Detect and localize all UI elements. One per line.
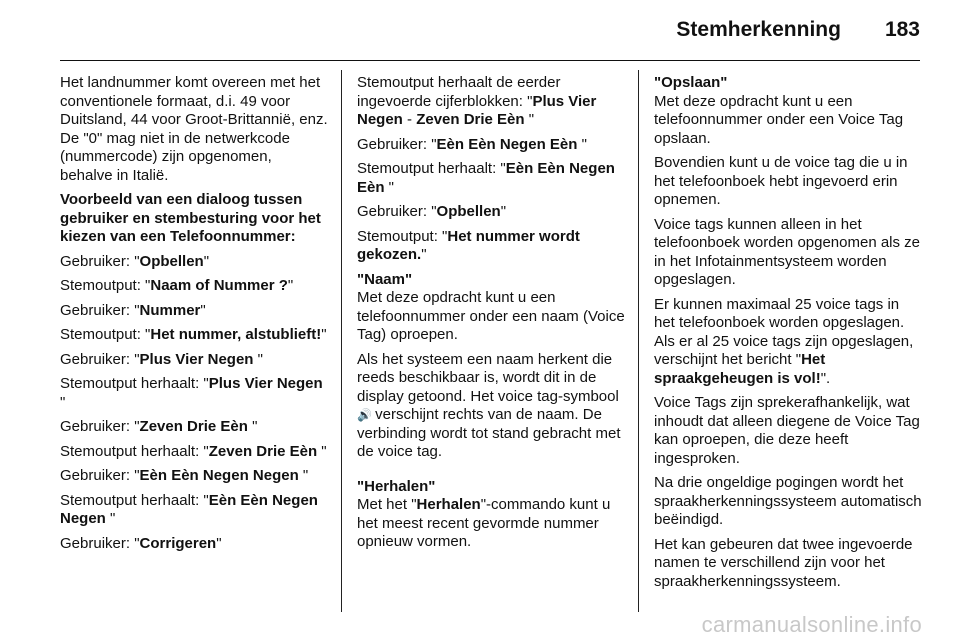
dialog-line: Stemoutput herhaalt: "Eèn Eèn Negen Negen " (60, 491, 318, 527)
section-title: Stemherkenning (676, 18, 841, 41)
paragraph: Als het systeem een naam herkent die reeds beschikbaar is, wordt dit in de display getoond. Het voice tag-symbool 🔊 verschijnt rechts van de naam. De verbinding wordt tot stand gebracht met de voice tag. (357, 350, 621, 460)
dialog-line: Stemoutput herhaalt: "Eèn Eèn Negen Eèn " (357, 160, 615, 196)
paragraph: Bovendien kunt u de voice tag die u in het telefoonboek hebt ingevoerd erin opnemen. (654, 154, 908, 208)
herhalen-title: "Herhalen" (357, 477, 436, 495)
dialog-heading: Voorbeeld van een dialoog tussen gebruiker en stembesturing voor het kiezen van een Telefoonnummer: (60, 191, 321, 245)
voice-tag-icon: 🔊 (357, 408, 372, 422)
dialog-line: Gebruiker: "Opbellen" (60, 252, 210, 270)
opslaan-title: "Opslaan" (654, 74, 728, 91)
dialog-line: Stemoutput herhaalt: "Zeven Drie Eèn " (60, 442, 327, 460)
dialog-line: Stemoutput herhaalt de eerder ingevoerde cijferblokken: "Plus Vier Negen - Zeven Drie Eèn " (357, 74, 597, 128)
dialog-line: Stemoutput herhaalt: "Plus Vier Negen " (60, 375, 323, 411)
column-right (654, 74, 924, 597)
page-header (676, 18, 920, 42)
dialog-line: Gebruiker: "Eèn Eèn Negen Eèn " (357, 135, 587, 153)
paragraph: Na drie ongeldige pogingen wordt het spraakherkenningssysteem automatisch beëindigd. (654, 474, 922, 528)
column-divider (341, 70, 342, 612)
naam-title: "Naam" (357, 270, 413, 288)
dialog-line: Gebruiker: "Zeven Drie Eèn " (60, 418, 258, 435)
paragraph: Het kan gebeuren dat twee ingevoerde namen te verschillend zijn voor het spraakherkenningssysteem. (654, 535, 913, 590)
dialog-line: Gebruiker: "Opbellen" (357, 203, 507, 220)
paragraph: Het landnummer komt overeen met het conventionele formaat, d.i. 49 voor Duitsland, 44 voor Groot-Brittannië, enz. De "0" mag niet in de netwerkcode (nummercode) zijn opgenomen, behalve in Italië. (60, 74, 328, 184)
dialog-line: Stemoutput: "Het nummer, alstublieft!" (60, 326, 327, 343)
watermark: carmanualsonline.info (701, 612, 922, 637)
page-number: 183 (884, 18, 920, 41)
dialog-line: Gebruiker: "Plus Vier Negen " (60, 350, 263, 368)
dialog-line: Gebruiker: "Corrigeren" (60, 534, 222, 552)
paragraph: Voice tags kunnen alleen in het telefoonboek worden opgenomen als ze in het Infotainmentsysteem worden opgeslagen. (654, 215, 921, 288)
paragraph: Voice Tags zijn sprekerafhankelijk, wat inhoudt dat alleen diegene de Voice Tag kan oproepen, die deze heeft ingesproken. (654, 394, 920, 467)
paragraph: Er kunnen maximaal 25 voice tags in het telefoonboek worden opgeslagen. Als er al 25 voice tags zijn opgeslagen, verschijnt het bericht "Het spraakgeheugen is vol!". (654, 295, 914, 387)
column-left (60, 74, 328, 559)
herhalen-section: "Herhalen" Met het "Herhalen"-commando kunt u het meest recent gevormde nummer opnieuw vormen. (357, 477, 611, 550)
dialog-line: Stemoutput: "Het nummer wordt gekozen." (357, 227, 580, 263)
column-divider (638, 70, 639, 612)
column-middle (357, 74, 625, 558)
dialog-line: Stemoutput: "Naam of Nummer ?" (60, 277, 294, 294)
opslaan-section: "Opslaan" Met deze opdracht kunt u een telefoonnummer onder een Voice Tag opslaan. (654, 74, 904, 147)
dialog-line: Gebruiker: "Nummer" (60, 301, 206, 319)
naam-section: "Naam" Met deze opdracht kunt u een telefoonnummer onder een naam (Voice Tag) oproepen. (357, 270, 625, 343)
dialog-line: Gebruiker: "Eèn Eèn Negen Negen " (60, 467, 309, 484)
header-rule (60, 60, 920, 61)
